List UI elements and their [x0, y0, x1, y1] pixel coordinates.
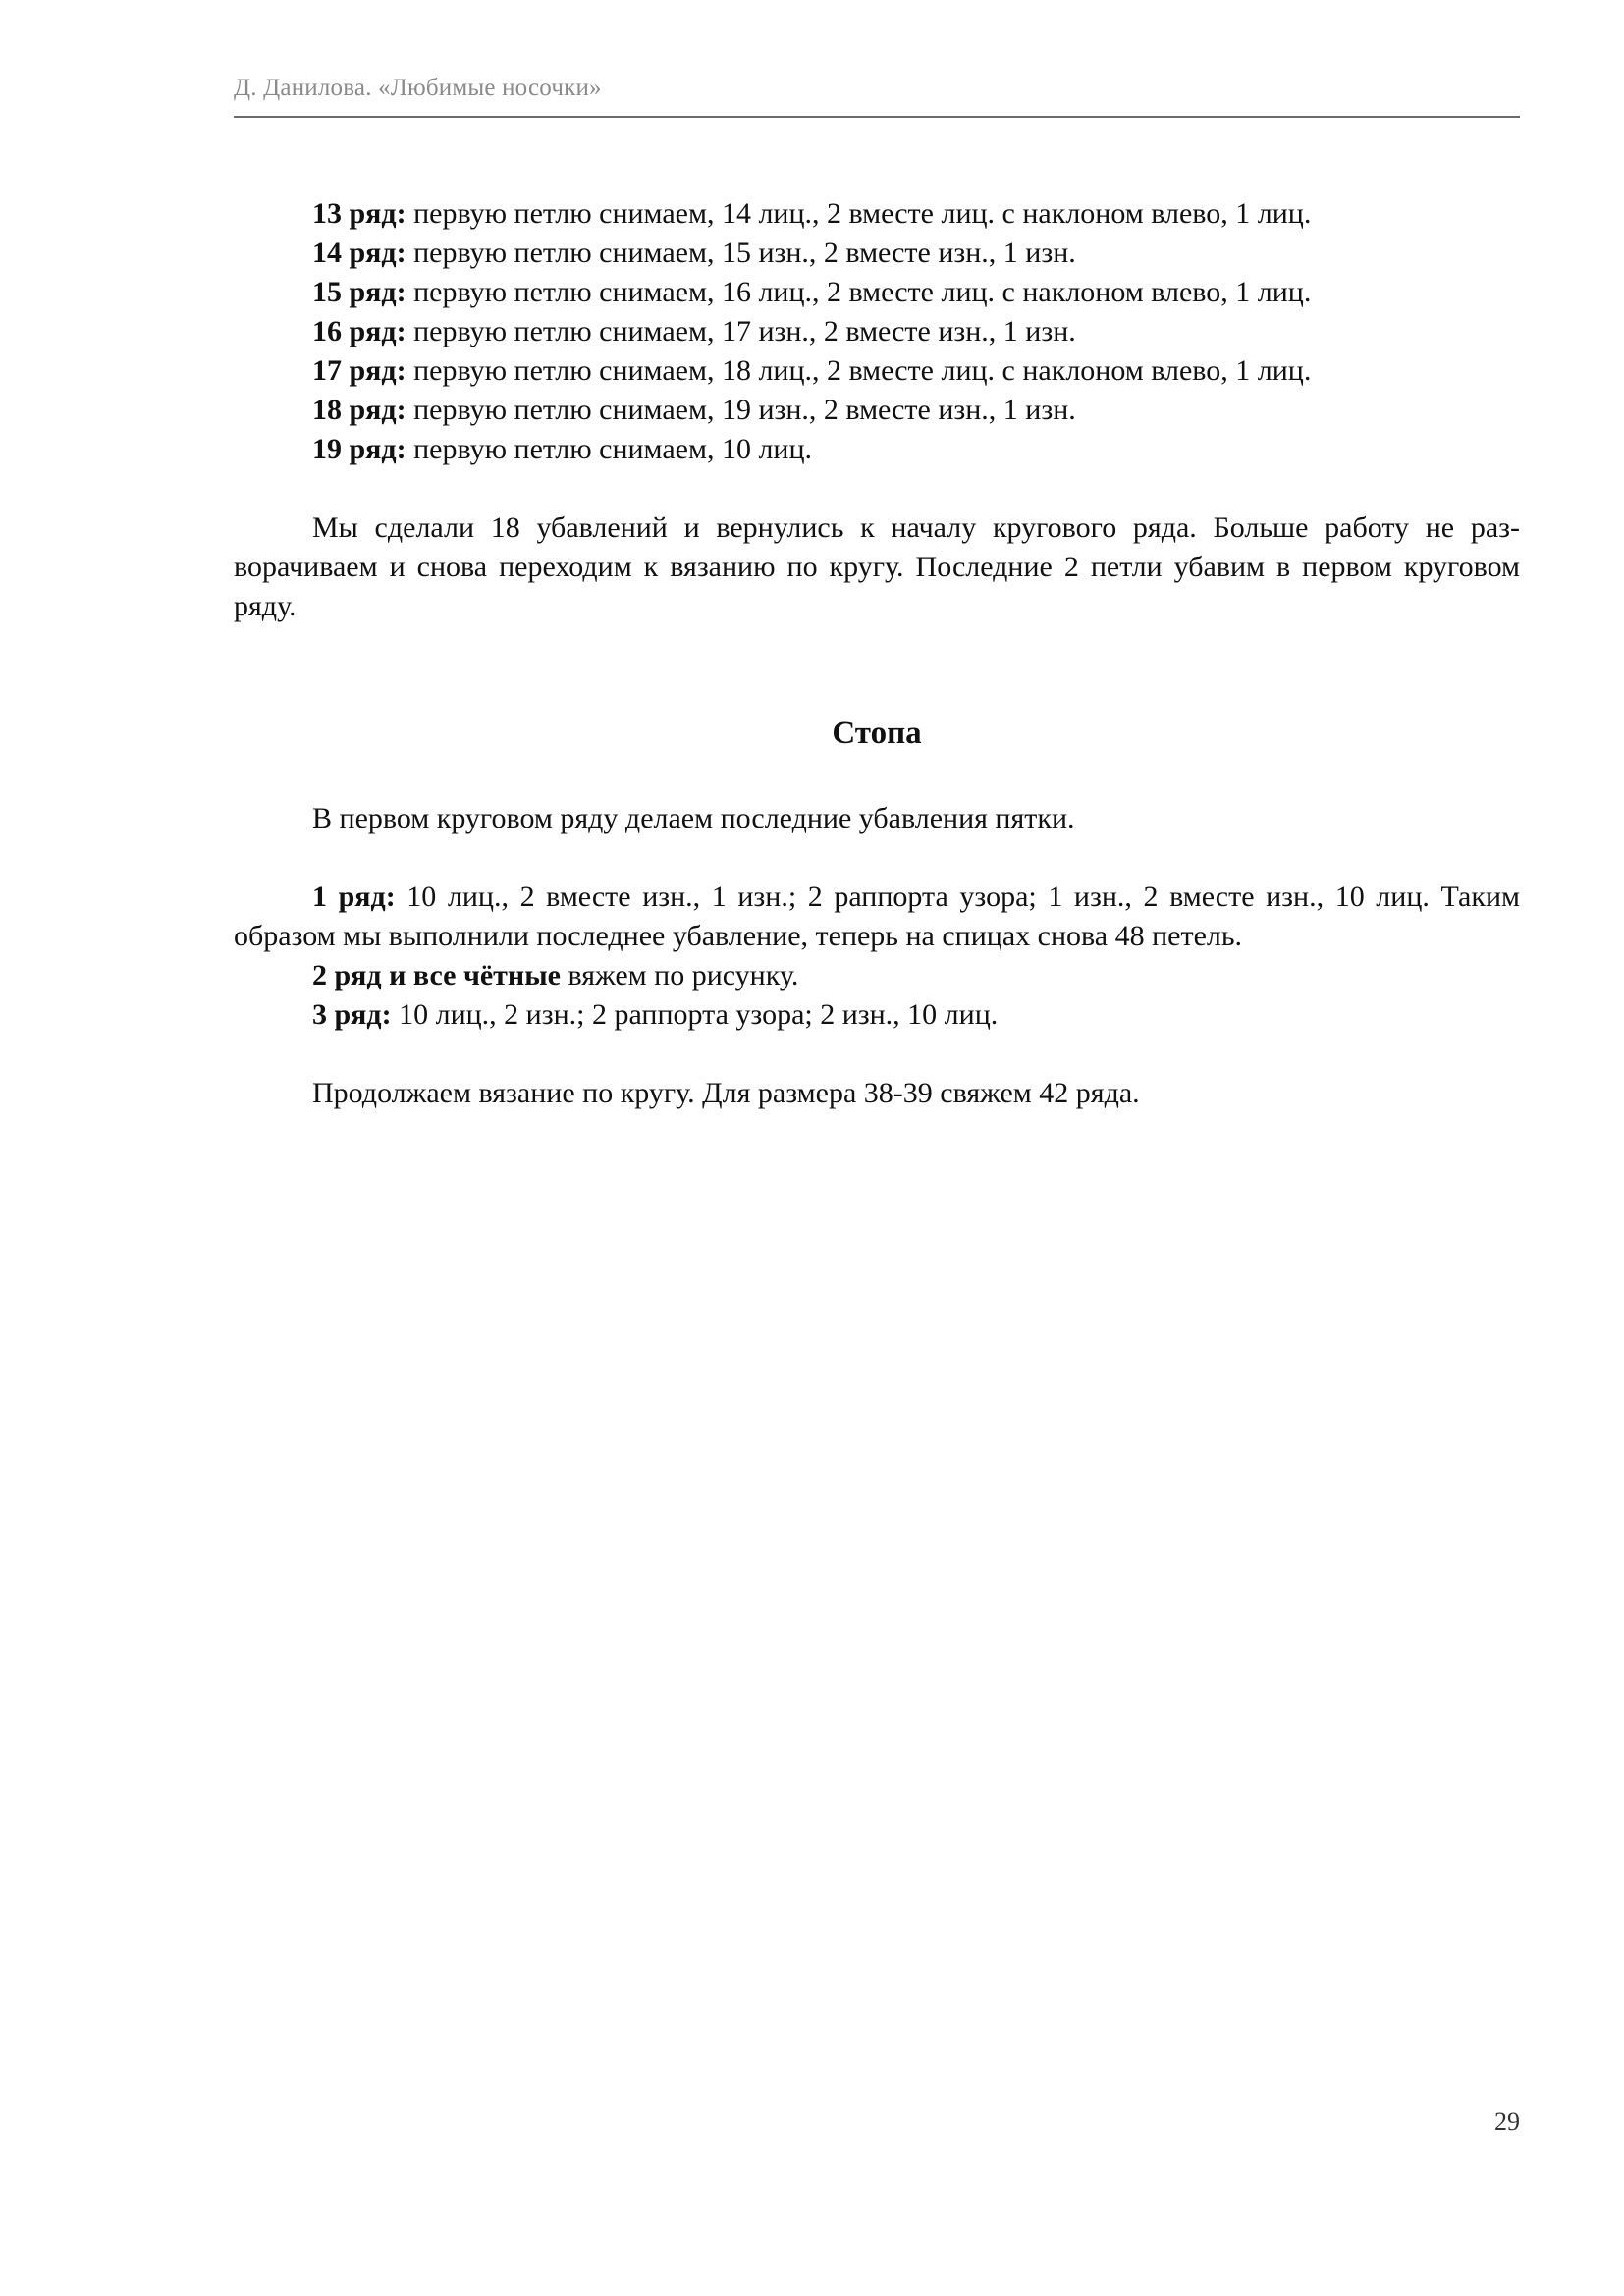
row-label: 15 ряд:: [312, 276, 406, 308]
header-divider: [234, 116, 1520, 118]
row-label: 3 ряд:: [312, 998, 392, 1031]
row-text: первую петлю снимаем, 19 изн., 2 вместе изн., 1 изн.: [406, 394, 1076, 426]
closing-paragraph: Продолжаем вязание по кругу. Для размера 38-39 свяжем 42 ряда.: [312, 1077, 1140, 1109]
row-label: 16 ряд:: [312, 315, 406, 347]
row-label: 19 ряд:: [312, 433, 406, 465]
row-label: 2 ряд и все чётные: [312, 959, 561, 991]
row-label: 14 ряд:: [312, 237, 406, 269]
row-label: 18 ряд:: [312, 394, 406, 426]
row-19: [312, 430, 1520, 469]
row-text: первую петлю снимаем, 16 лиц., 2 вместе лиц. с наклоном влево, 1 лиц.: [406, 276, 1312, 308]
section-title: Стопа: [832, 716, 922, 751]
page-number: 29: [1494, 2108, 1520, 2136]
row-text: первую петлю снимаем, 17 изн., 2 вместе изн., 1 изн.: [406, 315, 1076, 347]
row-16: [312, 312, 1520, 351]
row-text: первую петлю снимаем, 15 изн., 2 вместе изн., 1 изн.: [406, 237, 1076, 269]
row-text: первую петлю снимаем, 14 лиц., 2 вместе лиц. с наклоном влево, 1 лиц.: [406, 197, 1312, 230]
section-intro: В первом круговом ряду делаем последние убавления пятки.: [312, 802, 1075, 834]
row-text: 10 лиц., 2 изн.; 2 раппорта узора; 2 изн., 10 лиц.: [391, 998, 999, 1031]
row-label: 1 ряд:: [312, 881, 396, 913]
foot-row-1: [234, 878, 1520, 956]
foot-row-2: [312, 956, 1520, 995]
row-13: [312, 194, 1520, 234]
row-14: [312, 234, 1520, 273]
row-text: первую петлю снимаем, 10 лиц.: [406, 433, 813, 465]
row-label: 17 ряд:: [312, 354, 406, 387]
row-text: первую петлю снимаем, 18 лиц., 2 вместе лиц. с наклоном влево, 1 лиц.: [406, 354, 1312, 387]
row-label: 13 ряд:: [312, 197, 406, 230]
running-header: Д. Данилова. «Любимые носочки»: [234, 75, 602, 101]
row-18: [312, 391, 1520, 430]
row-text: вяжем по рисунку.: [560, 959, 799, 991]
row-17: [312, 351, 1520, 391]
row-15: [312, 273, 1520, 312]
foot-row-3: [312, 995, 1520, 1035]
row-text: 10 лиц., 2 вместе изн., 1 изн.; 2 раппорта узора; 1 изн., 2 вместе изн., 10 лиц. Таким образом мы выполнили последнее убавление, теперь на спицах снова 48 петель.: [234, 881, 1520, 952]
paragraph-decreases: Мы сделали 18 убавлений и вернулись к началу кругового ряда. Больше работу не разворачиваем и снова переходим к вязанию по кругу. Последние 2 петли убавим в первом круговом ряду.: [234, 511, 1520, 622]
